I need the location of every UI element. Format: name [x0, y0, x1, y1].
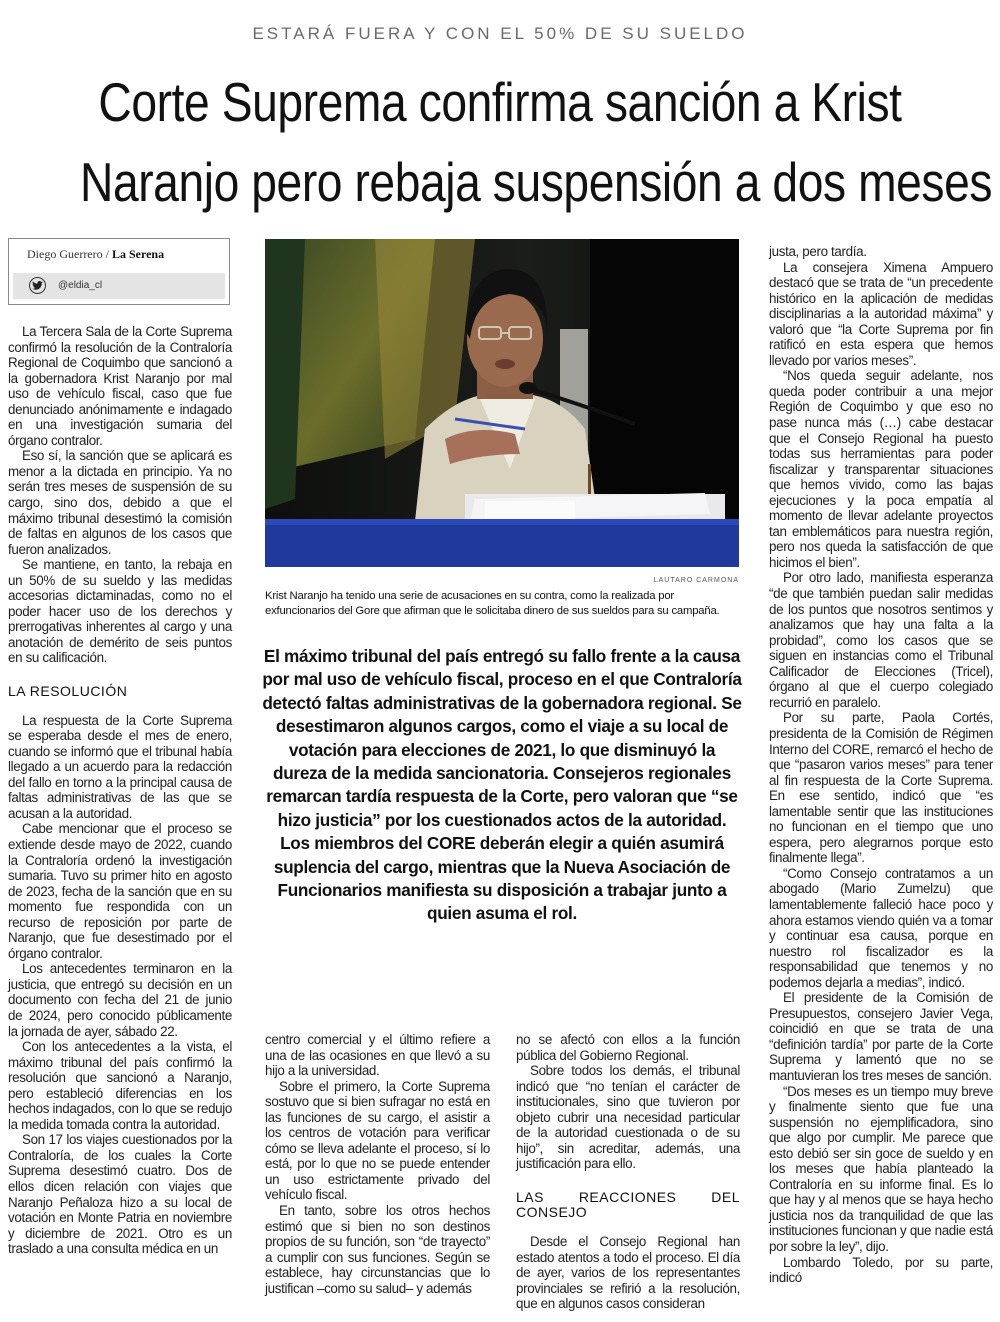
column-1	[8, 324, 232, 1257]
photo-illustration	[265, 239, 739, 567]
article-photo	[265, 239, 739, 567]
paragraph: “Nos queda seguir adelante, nos queda poder contribuir a una mejor Región de Coquimbo y que eso no pase nunca más (…) cabe destacar que el Consejo Regional ha puesto todas sus herramientas para poder fiscalizar y transparentar situaciones que hemos vivido, como las bajas ejecuciones y la poca empatía al momento de llevar adelante proyectos tan emblemáticos para nuestra región, pero nos queda la satisfacción de que hicimos el bien”.	[769, 368, 993, 570]
paragraph: La Tercera Sala de la Corte Suprema confirmó la resolución de la Contraloría Regional de Coquimbo que sancionó a la gobernadora Krist Naranjo por mal uso de vehículo fiscal, caso que fue denunciado anónimamente e indagado en una investigación sumaria del órgano contralor.	[8, 324, 232, 448]
paragraph: Por otro lado, manifiesta esperanza “de que también puedan salir medidas de los puntos que nosotros sentimos y analizamos que hay una falta a la probidad”, como los casos que se siguen en instancias como el Tribunal Calificador de Elecciones (Tricel), órgano al que el cuerpo colegiado recurrió en paralelo.	[769, 570, 993, 710]
paragraph: “Dos meses es un tiempo muy breve y finalmente siento que fue una suspensión no ejemplificadora, sino que algo por cumplir. Me parece que esto debió ser sin goce de sueldo y en los meses que había planteado la Contraloría en su informe final. Es lo que hay y al menos que se haya hecho justicia nos da tranquilidad de que las instituciones funcionan y que nadie está por sobre la ley”, dijo.	[769, 1083, 993, 1254]
section-heading-resolucion: LA RESOLUCIÓN	[8, 683, 128, 700]
headline-line-2: Naranjo pero rebaja suspensión a dos meses	[80, 151, 993, 213]
byline	[27, 247, 164, 262]
column-3	[516, 1032, 740, 1312]
headline	[80, 62, 993, 222]
paragraph: justa, pero tardía.	[769, 244, 867, 259]
paragraph: Se mantiene, en tanto, la rebaja en un 50% de su sueldo y las medidas accesorias dictaminadas, como no el poder hacer uso de los derechos y prerrogativas inherentes al cargo y una anotación de demérito de seis puntos en su calificación.	[8, 557, 232, 666]
paragraph: Con los antecedentes a la vista, el máximo tribunal del país confirmó la resolución que sancionó a Naranjo, pero estableció diferencias en los hechos indagados, con lo que se redujo la medida tomada contra la autoridad.	[8, 1039, 232, 1132]
paragraph: Desde el Consejo Regional han estado atentos a todo el proceso. El día de ayer, varios de los representantes provinciales se refirió a la resolución, que en algunos casos consideran	[516, 1234, 740, 1312]
paragraph: Sobre todos los demás, el tribunal indicó que “no tenían el carácter de institucionales, sino que tuvieron por objeto cubrir una necesidad particular de la autoridad cuestionada o de su hijo”, sin acreditar, además, una justificación para ello.	[516, 1063, 740, 1172]
author-name: Diego Guerrero	[27, 247, 103, 261]
social-handle[interactable]: @eldia_cl	[58, 280, 103, 291]
paragraph: Cabe mencionar que el proceso se extiende desde mayo de 2022, cuando la Contraloría ordenó la investigación sumaria. Tuvo su primer hito en agosto de 2023, fecha de la sanción que en su momento fue respondida con un recurso de reposición por parte de Naranjo, que fue desestimado por el órgano contralor.	[8, 821, 232, 961]
headline-line-1: Corte Suprema confirma sanción a Krist	[98, 71, 902, 133]
paragraph: Eso sí, la sanción que se aplicará es menor a la dictada en principio. Ya no serán tres meses de suspensión de su cargo, sino dos, debido a que el máximo tribunal desestimó la comisión de faltas en algunos de los casos que fueron analizados.	[8, 448, 232, 557]
paragraph: Los antecedentes terminaron en la justicia, que entregó su decisión en un documento con fecha del 21 de junio de 2024, pero conocido públicamente la jornada de ayer, sábado 22.	[8, 961, 232, 1039]
paragraph: centro comercial y el último refiere a una de las ocasiones en que llevó a su hijo a la universidad.	[265, 1032, 490, 1079]
paragraph: La respuesta de la Corte Suprema se esperaba desde el mes de enero, cuando se informó que el tribunal había llegado a un acuerdo para la redacción del fallo en torno a la principal causa de faltas administrativas de las que se acusan a la autoridad.	[8, 712, 232, 821]
social-band	[13, 273, 225, 299]
paragraph: Lombardo Toledo, por su parte, indicó	[769, 1254, 993, 1286]
byline-box	[8, 238, 230, 305]
paragraph: Son 17 los viajes cuestionados por la Contraloría, de los cuales la Corte Suprema desestimó cuatro. Dos de ellos dicen relación con viajes que Naranjo Peñaloza hizo a su local de votación en Monte Patria en noviembre y diciembre de 2021. Otro es un traslado a una consulta médica en un	[8, 1132, 232, 1257]
photo-caption: Krist Naranjo ha tenido una serie de acusaciones en su contra, como la realizada por exfuncionarios del Gore que afirman que le solicitaba dinero de sus sueldos para su campaña.	[265, 590, 720, 617]
section-heading-reacciones: LAS REACCIONES DEL CONSEJO	[516, 1188, 740, 1221]
paragraph: En tanto, sobre los otros hechos estimó que si bien no son destinos propios de su función, son “de trayecto” a cumplir con sus funciones. Según se establece, hay circunstancias que lo justifican –como su salud– y además	[265, 1203, 490, 1296]
twitter-bird-icon[interactable]	[29, 277, 46, 294]
column-4	[769, 244, 993, 1286]
paragraph: La consejera Ximena Ampuero destacó que se trata de “un precedente histórico en la aplicación de medidas disciplinarias a la autoridad máxima” y valoró que “la Corte Suprema por fin ratificó en esta espera que hemos llevado por varios meses”.	[769, 259, 993, 368]
photo-credit: LAUTARO CARMONA	[653, 577, 739, 584]
byline-separator: /	[105, 247, 109, 261]
paragraph: “Como Consejo contratamos a un abogado (Mario Zumelzu) que lamentablemente falleció hace poco y ahora estamos viendo quién va a tomar y continuar esa causa, porque en nuestro rol fiscalizador es la responsabilidad que tenemos y no podemos dejarla a medias”, indicó.	[769, 865, 993, 990]
paragraph: Sobre el primero, la Corte Suprema sostuvo que si bien sufragar no está en las funciones de su cargo, el asistir a los centros de votación para verificar cómo se lleva adelante el proceso, sí lo está, por lo que no se puede entender un uso estrictamente privado del vehículo fiscal.	[265, 1078, 490, 1203]
paragraph: El presidente de la Comisión de Presupuestos, consejero Javier Vega, coincidió en que se trata de una “definición tardía” por parte de la Corte Suprema y lamentó que no se mantuvieran los tres meses de sanción.	[769, 990, 993, 1083]
byline-location: La Serena	[111, 247, 165, 261]
paragraph: no se afectó con ellos a la función pública del Gobierno Regional.	[516, 1032, 740, 1063]
paragraph: Por su parte, Paola Cortés, presidenta de la Comisión de Régimen Interno del CORE, remarcó el hecho de que “pasaron varios meses” para tener al fin respuesta de la Corte Suprema. En ese sentido, indicó que “es lamentable sentir que las instituciones no funcionan en el tiempo que uno espera, pero alegrarnos porque esto finalmente llega”.	[769, 710, 993, 866]
column-2	[265, 1032, 490, 1296]
kicker: ESTARÁ FUERA Y CON EL 50% DE SU SUELDO	[252, 24, 748, 43]
lead-paragraph: El máximo tribunal del país entregó su fallo frente a la causa por mal uso de vehículo fiscal, proceso en el que Contraloría detectó faltas administrativas de la gobernadora regional. Se desestimaron algunos cargos, como el viaje a su local de votación para elecciones de 2021, lo que disminuyó la dureza de la medida sancionatoria. Consejeros regionales remarcan tardía respuesta de la Corte, pero valoran que “se hizo justicia” por los cuestionados actos de la autoridad. Los miembros del CORE deberán elegir a quién asumirá suplencia del cargo, mientras que la Nueva Asociación de Funcionarios manifiesta su disposición a trabajar junto a quien asuma el rol.	[262, 646, 742, 924]
